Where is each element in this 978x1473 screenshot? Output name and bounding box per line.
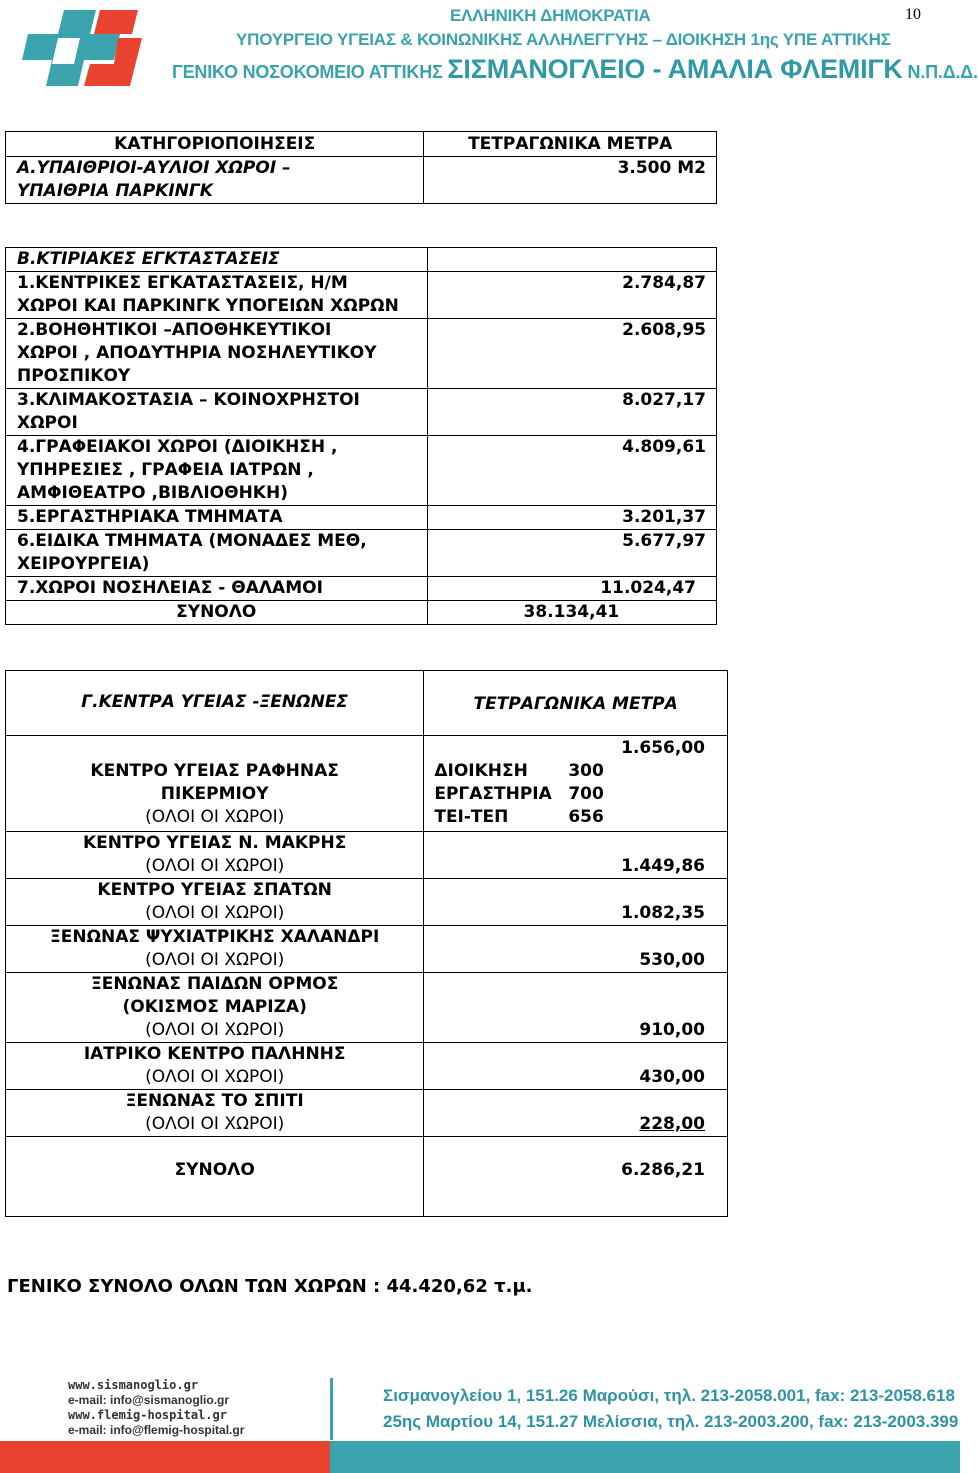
table-row: ΚΕΝΤΡΟ ΥΓΕΙΑΣ ΣΠΑΤΩΝ (ΟΛΟΙ ΟΙ ΧΩΡΟΙ) 1.082,35: [6, 879, 728, 926]
table-row: 2.ΒΟΗΘΗΤΙΚΟΙ –ΑΠΟΘΗΚΕΥΤΙΚΟΙ ΧΩΡΟΙ , ΑΠΟΔΥΤΗΡΙΑ ΝΟΣΗΛΕΥΤΙΚΟΥ ΠΡΟΣΠΙΚΟΥ 2.608,95: [6, 319, 717, 389]
email-link[interactable]: e-mail: info@sismanoglio.gr: [68, 1393, 230, 1407]
col-sqm-header: ΤΕΤΡΑΓΩΝΙΚΑ ΜΕΤΡΑ: [424, 132, 717, 157]
col-sqm-header: ΤΕΤΡΑΓΩΝΙΚΑ ΜΕΤΡΑ: [424, 671, 728, 736]
total-label: ΣΥΝΟΛΟ: [6, 601, 428, 625]
address-melissia: 25ης Μαρτίου 14, 151.27 Μελίσσια, τηλ. 213-2003.200, fax: 213-2003.399: [383, 1412, 959, 1431]
footer-divider: [330, 1378, 333, 1440]
total-value: 6.286,21: [424, 1137, 728, 1217]
col-categories-header: ΚΑΤΗΓΟΡΙΟΠΟΙΗΣΕΙΣ: [6, 132, 424, 157]
website-link[interactable]: www.flemig-hospital.gr: [68, 1408, 227, 1422]
table-row: 7.ΧΩΡΟΙ ΝΟΣΗΛΕΙΑΣ - ΘΑΛΑΜΟΙ 11.024,47: [6, 577, 717, 601]
outdoor-row-value: 3.500 Μ2: [424, 157, 717, 204]
table-row: 5.ΕΡΓΑΣΤΗΡΙΑΚΑ ΤΜΗΜΑΤΑ 3.201,37: [6, 506, 717, 530]
address-marousi: Σισμανογλείου 1, 151.26 Μαρούσι, τηλ. 213-2058.001, fax: 213-2058.618: [383, 1386, 955, 1405]
building-facilities-table: [5, 247, 717, 625]
total-value: 38.134,41: [427, 601, 716, 625]
hospital-cross-logo: [14, 8, 144, 92]
email-link[interactable]: e-mail: info@flemig-hospital.gr: [68, 1423, 245, 1437]
table-row: [6, 736, 728, 832]
header-ministry: ΥΠΟΥΡΓΕΙΟ ΥΓΕΙΑΣ & ΚΟΙΝΩΝΙΚΗΣ ΑΛΛΗΛΕΓΓΥΗΣ – ΔΙΟΙΚΗΣΗ 1ης ΥΠΕ ΑΤΤΙΚΗΣ: [236, 30, 891, 49]
health-centers-table: [5, 670, 728, 1217]
table-row: ΚΕΝΤΡΟ ΥΓΕΙΑΣ Ν. ΜΑΚΡΗΣ (ΟΛΟΙ ΟΙ ΧΩΡΟΙ) 1.449,86: [6, 832, 728, 879]
health-centers-title: Γ.ΚΕΝΤΡΑ ΥΓΕΙΑΣ -ΞΕΝΩΝΕΣ: [6, 671, 424, 736]
header-hospital: ΓΕΝΙΚΟ ΝΟΣΟΚΟΜΕΙΟ ΑΤΤΙΚΗΣ ΣΙΣΜΑΝΟΓΛΕΙΟ - ΑΜΑΛΙΑ ΦΛΕΜΙΓΚ Ν.Π.Δ.Δ.: [172, 54, 978, 84]
building-facilities-title: Β.ΚΤΙΡΙΑΚΕΣ ΕΓΚΤΑΣΤΑΣΕΙΣ: [6, 248, 428, 272]
header-republic: ΕΛΛΗΝΙΚΗ ΔΗΜΟΚΡΑΤΙΑ: [450, 6, 651, 25]
total-label: ΣΥΝΟΛΟ: [6, 1137, 424, 1217]
footer-bar-teal: [330, 1441, 960, 1473]
page-number: 10: [905, 6, 921, 23]
footer-bar-red: [0, 1441, 330, 1473]
table-row: 6.ΕΙΔΙΚΑ ΤΜΗΜΑΤΑ (ΜΟΝΑΔΕΣ ΜΕΘ, ΧΕΙΡΟΥΡΓΕΙΑ) 5.677,97: [6, 530, 717, 577]
total-row: [6, 1137, 728, 1217]
table-row: ΞΕΝΩΝΑΣ ΠΑΙΔΩΝ ΟΡΜΟΣ (ΟΚΙΣΜΟΣ ΜΑΡΙΖΑ) (ΟΛΟΙ ΟΙ ΧΩΡΟΙ) 910,00: [6, 973, 728, 1043]
footer-contacts: [68, 1378, 244, 1438]
table-row: 1.ΚΕΝΤΡΙΚΕΣ ΕΓΚΑΤΑΣΤΑΣΕΙΣ, Η/Μ ΧΩΡΟΙ ΚΑΙ ΠΑΡΚΙΝΓΚ ΥΠΟΓΕΙΩΝ ΧΩΡΩΝ 2.784,87: [6, 272, 717, 319]
table-row: ΙΑΤΡΙΚΟ ΚΕΝΤΡΟ ΠΑΛΗΝΗΣ (ΟΛΟΙ ΟΙ ΧΩΡΟΙ) 430,00: [6, 1043, 728, 1090]
outdoor-areas-table: [5, 131, 717, 204]
rafina-center-name: ΚΕΝΤΡΟ ΥΓΕΙΑΣ ΡΑΦΗΝΑΣ ΠΙΚΕΡΜΙΟΥ (ΟΛΟΙ ΟΙ ΧΩΡΟΙ): [6, 736, 424, 832]
website-link[interactable]: www.sismanoglio.gr: [68, 1378, 199, 1392]
table-row: 3.ΚΛΙΜΑΚΟΣΤΑΣΙΑ – ΚΟΙΝΟΧΡΗΣΤΟΙ ΧΩΡΟΙ 8.027,17: [6, 389, 717, 436]
grand-total: ΓΕΝΙΚΟ ΣΥΝΟΛΟ ΟΛΩΝ ΤΩΝ ΧΩΡΩΝ : 44.420,62 τ.μ.: [7, 1276, 533, 1297]
table-row: ΞΕΝΩΝΑΣ ΤΟ ΣΠΙΤΙ (ΟΛΟΙ ΟΙ ΧΩΡΟΙ) 228,00: [6, 1090, 728, 1137]
rafina-center-values: 1.656,00 ΔΙΟΙΚΗΣΗ 300 ΕΡΓΑΣΤΗΡΙΑ 700 ΤΕΙ-ΤΕΠ 656: [424, 736, 728, 832]
table-row: 4.ΓΡΑΦΕΙΑΚΟΙ ΧΩΡΟΙ (ΔΙΟΙΚΗΣΗ , ΥΠΗΡΕΣΙΕΣ , ΓΡΑΦΕΙΑ ΙΑΤΡΩΝ , ΑΜΦΙΘΕΑΤΡΟ ,ΒΙΒΛΙΟΘΗΚΗ) 4.809,61: [6, 436, 717, 506]
footer-addresses: [383, 1383, 958, 1435]
outdoor-row-label: Α.ΥΠΑΙΘΡΙΟΙ-ΑΥΛΙΟΙ ΧΩΡΟΙ – ΥΠΑΙΘΡΙΑ ΠΑΡΚΙΝΓΚ: [6, 157, 424, 204]
total-row: [6, 601, 717, 625]
table-row: ΞΕΝΩΝΑΣ ΨΥΧΙΑΤΡΙΚΗΣ ΧΑΛΑΝΔΡΙ (ΟΛΟΙ ΟΙ ΧΩΡΟΙ) 530,00: [6, 926, 728, 973]
